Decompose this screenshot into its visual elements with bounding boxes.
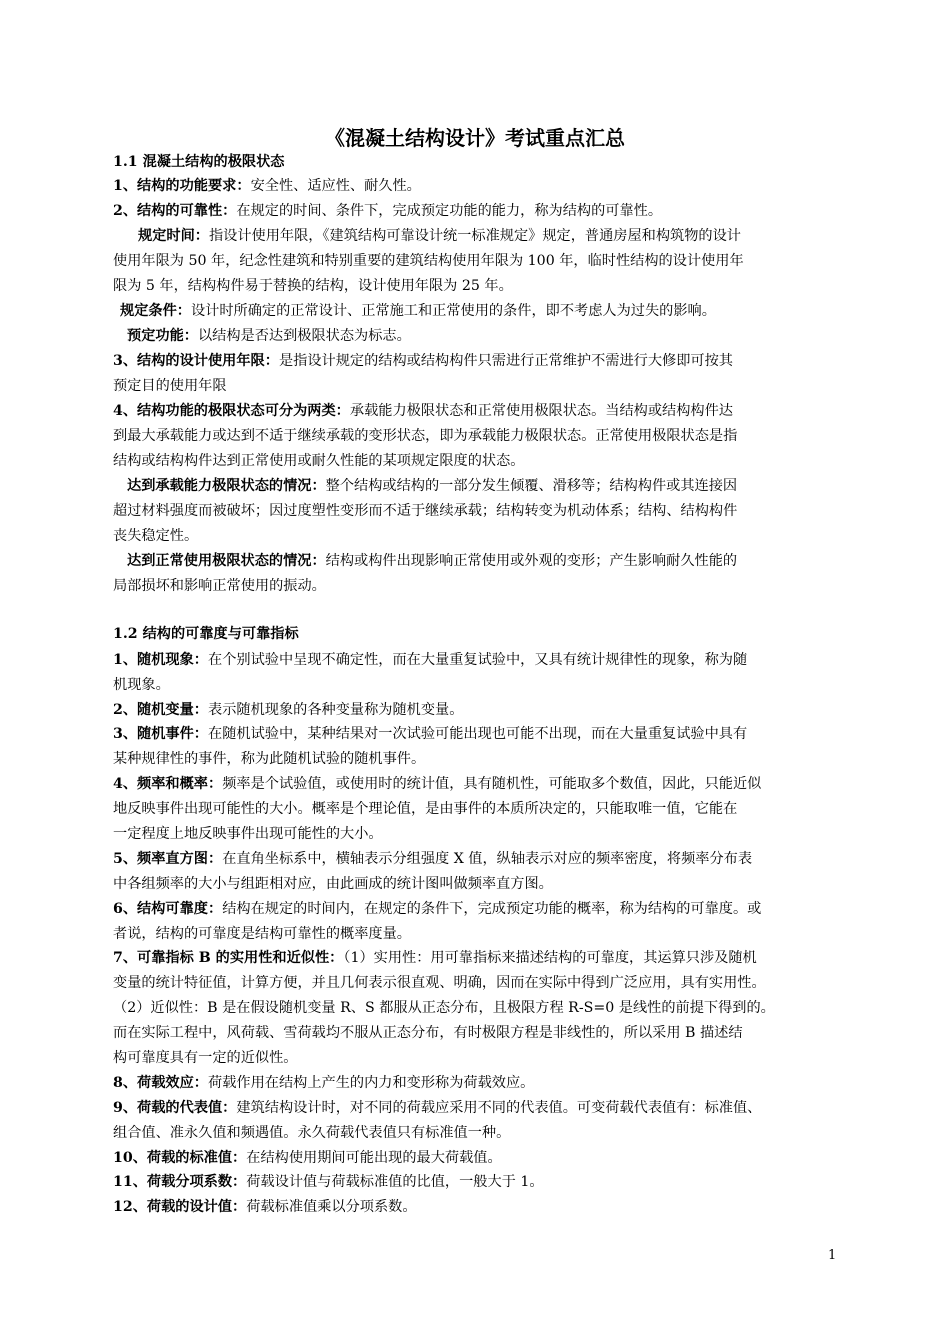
- term-label: 规定时间：: [138, 228, 209, 244]
- paragraph-reliability: [113, 199, 662, 223]
- paragraph-line: 超过材料强度而被破坏；因过度塑性变形而不适于继续承载；结构转变为机动体系；结构、结构构件: [113, 503, 738, 519]
- term-label: 1、随机现象：: [113, 652, 208, 668]
- term-text: 在结构使用期间可能出现的最大荷载值。: [246, 1150, 502, 1166]
- paragraph-line: 结构或结构构件达到正常使用或耐久性能的某项规定限度的状态。: [113, 453, 525, 469]
- paragraph-specified-time: [138, 224, 741, 248]
- paragraph-structural-reliability: [113, 897, 761, 921]
- term-label: 4、结构功能的极限状态可分为两类：: [113, 403, 350, 419]
- term-label: 10、荷载的标准值：: [113, 1150, 247, 1166]
- paragraph-representative-value: [113, 1096, 761, 1120]
- paragraph-random-variable: [113, 698, 463, 722]
- paragraph-limit-states: [113, 399, 733, 423]
- term-label: 3、随机事件：: [113, 726, 208, 742]
- paragraph-line: 预定目的使用年限: [113, 378, 227, 394]
- paragraph-line: 丧失稳定性。: [113, 528, 199, 544]
- paragraph-ultimate-limit-state: [127, 474, 737, 498]
- term-text: 以结构是否达到极限状态为标志。: [197, 328, 411, 344]
- paragraph-histogram: [113, 847, 752, 871]
- term-label: 1、结构的功能要求：: [113, 178, 251, 194]
- term-text: 荷载标准值乘以分项系数。: [246, 1199, 417, 1215]
- term-label: 11、荷载分项系数：: [113, 1174, 247, 1190]
- term-label: 2、结构的可靠性：: [113, 203, 237, 219]
- paragraph-line: 使用年限为 50 年，纪念性建筑和特别重要的建筑结构使用年限为 100 年，临时性结构的设计使用年: [113, 253, 744, 269]
- term-text: 整个结构或结构的一部分发生倾覆、滑移等；结构构件或其连接因: [325, 478, 738, 494]
- term-text: 在直角坐标系中，横轴表示分组强度 X 值，纵轴表示对应的频率密度，将频率分布表: [222, 851, 753, 867]
- term-label: 达到正常使用极限状态的情况：: [127, 553, 326, 569]
- term-text: 指设计使用年限，《建筑结构可靠设计统一标准规定》规定，普通房屋和构筑物的设计: [208, 228, 741, 244]
- term-label: 2、随机变量：: [113, 702, 208, 718]
- term-label: 9、荷载的代表值：: [113, 1100, 237, 1116]
- term-text: 表示随机现象的各种变量称为随机变量。: [208, 702, 464, 718]
- paragraph-line: 到最大承载能力或达到不适于继续承载的变形状态，即为承载能力极限状态。正常使用极限状态是指: [113, 428, 738, 444]
- paragraph-line: 局部损坏和影响正常使用的振动。: [113, 578, 326, 594]
- paragraph-load-effect: [113, 1071, 534, 1095]
- paragraph-line: 一定程度上地反映事件出现可能性的大小。: [113, 826, 383, 842]
- term-text: 承载能力极限状态和正常使用极限状态。当结构或结构构件达: [349, 403, 733, 419]
- paragraph-line: 地反映事件出现可能性的大小。概率是个理论值，是由事件的本质所决定的，只能取唯一值，它能在: [113, 801, 738, 817]
- paragraph-serviceability-limit-state: [127, 549, 737, 573]
- term-text: 结构在规定的时间内，在规定的条件下，完成预定功能的概率，称为结构的可靠度。或: [222, 901, 762, 917]
- paragraph-reliability-index: [113, 946, 757, 970]
- paragraph-design-value: [113, 1195, 417, 1219]
- term-label: 5、频率直方图：: [113, 851, 223, 867]
- term-text: 荷载设计值与荷载标准值的比值，一般大于 1。: [246, 1174, 544, 1190]
- paragraph-specified-conditions: [120, 299, 716, 323]
- term-label: 3、结构的设计使用年限：: [113, 353, 279, 369]
- paragraph-line: 某种规律性的事件，称为此随机试验的随机事件。: [113, 751, 426, 767]
- paragraph-random-event: [113, 722, 747, 746]
- paragraph-random-phenomenon: [113, 648, 747, 672]
- paragraph-intended-function: [127, 324, 411, 348]
- term-text: 在规定的时间、条件下，完成预定功能的能力，称为结构的可靠性。: [236, 203, 663, 219]
- term-text: 在个别试验中呈现不确定性，而在大量重复试验中，又具有统计规律性的现象，称为随: [208, 652, 748, 668]
- term-text: 建筑结构设计时，对不同的荷载应采用不同的代表值。可变荷载代表值有：标准值、: [236, 1100, 762, 1116]
- paragraph-line: 而在实际工程中，风荷载、雪荷载均不服从正态分布，有时极限方程是非线性的，所以采用 B 描述结: [113, 1025, 743, 1041]
- paragraph-line: 中各组频率的大小与组距相对应，由此画成的统计图叫做频率直方图。: [113, 876, 553, 892]
- term-label: 4、频率和概率：: [113, 776, 223, 792]
- term-label: 7、可靠指标 B 的实用性和近似性：: [113, 950, 344, 966]
- paragraph-partial-factor: [113, 1170, 544, 1194]
- term-label: 规定条件：: [120, 303, 191, 319]
- paragraph-function-requirements: [113, 174, 421, 198]
- section-heading: 1.1 混凝土结构的极限状态: [113, 154, 285, 170]
- term-text: 在随机试验中，某种结果对一次试验可能出现也可能不出现，而在大量重复试验中具有: [208, 726, 748, 742]
- term-label: 12、荷载的设计值：: [113, 1199, 247, 1215]
- paragraph-line: 组合值、准永久值和频遇值。永久荷载代表值只有标准值一种。: [113, 1125, 511, 1141]
- section-heading: 1.2 结构的可靠度与可靠指标: [113, 626, 299, 642]
- paragraph-line: （2）近似性：B 是在假设随机变量 R、S 都服从正态分布，且极限方程 R-S=0 是线性的前提下得到的。: [113, 1000, 775, 1016]
- paragraph-design-service-life: [113, 349, 733, 373]
- page-number: 1: [828, 1248, 837, 1263]
- paragraph-line: 机现象。: [113, 677, 170, 693]
- term-text: 是指设计规定的结构或结构构件只需进行正常维护不需进行大修即可按其: [278, 353, 733, 369]
- paragraph-line: 构可靠度具有一定的近似性。: [113, 1050, 298, 1066]
- term-label: 预定功能：: [127, 328, 198, 344]
- term-text: 安全性、适应性、耐久性。: [250, 178, 421, 194]
- paragraph-line: 者说，结构的可靠度是结构可靠性的概率度量。: [113, 926, 411, 942]
- term-text: 频率是个试验值，或使用时的统计值，具有随机性，可能取多个数值，因此，只能近似: [222, 776, 762, 792]
- paragraph-line: 变量的统计特征值，计算方便，并且几何表示很直观、明确，因而在实际中得到广泛应用，具有实用性。: [113, 975, 766, 991]
- term-label: 达到承载能力极限状态的情况：: [127, 478, 326, 494]
- term-text: （1）实用性：用可靠指标来描述结构的可靠度，其运算只涉及随机: [343, 950, 757, 966]
- term-label: 8、荷载效应：: [113, 1075, 208, 1091]
- term-text: 荷载作用在结构上产生的内力和变形称为荷载效应。: [208, 1075, 535, 1091]
- document-title: 《混凝土结构设计》考试重点汇总: [325, 126, 625, 150]
- paragraph-frequency-probability: [113, 772, 761, 796]
- term-text: 结构或构件出现影响正常使用或外观的变形；产生影响耐久性能的: [325, 553, 738, 569]
- term-text: 设计时所确定的正常设计、正常施工和正常使用的条件，即不考虑人为过失的影响。: [190, 303, 716, 319]
- paragraph-line: 限为 5 年，结构构件易于替换的结构，设计使用年限为 25 年。: [113, 278, 513, 294]
- term-label: 6、结构可靠度：: [113, 901, 223, 917]
- paragraph-standard-value: [113, 1146, 502, 1170]
